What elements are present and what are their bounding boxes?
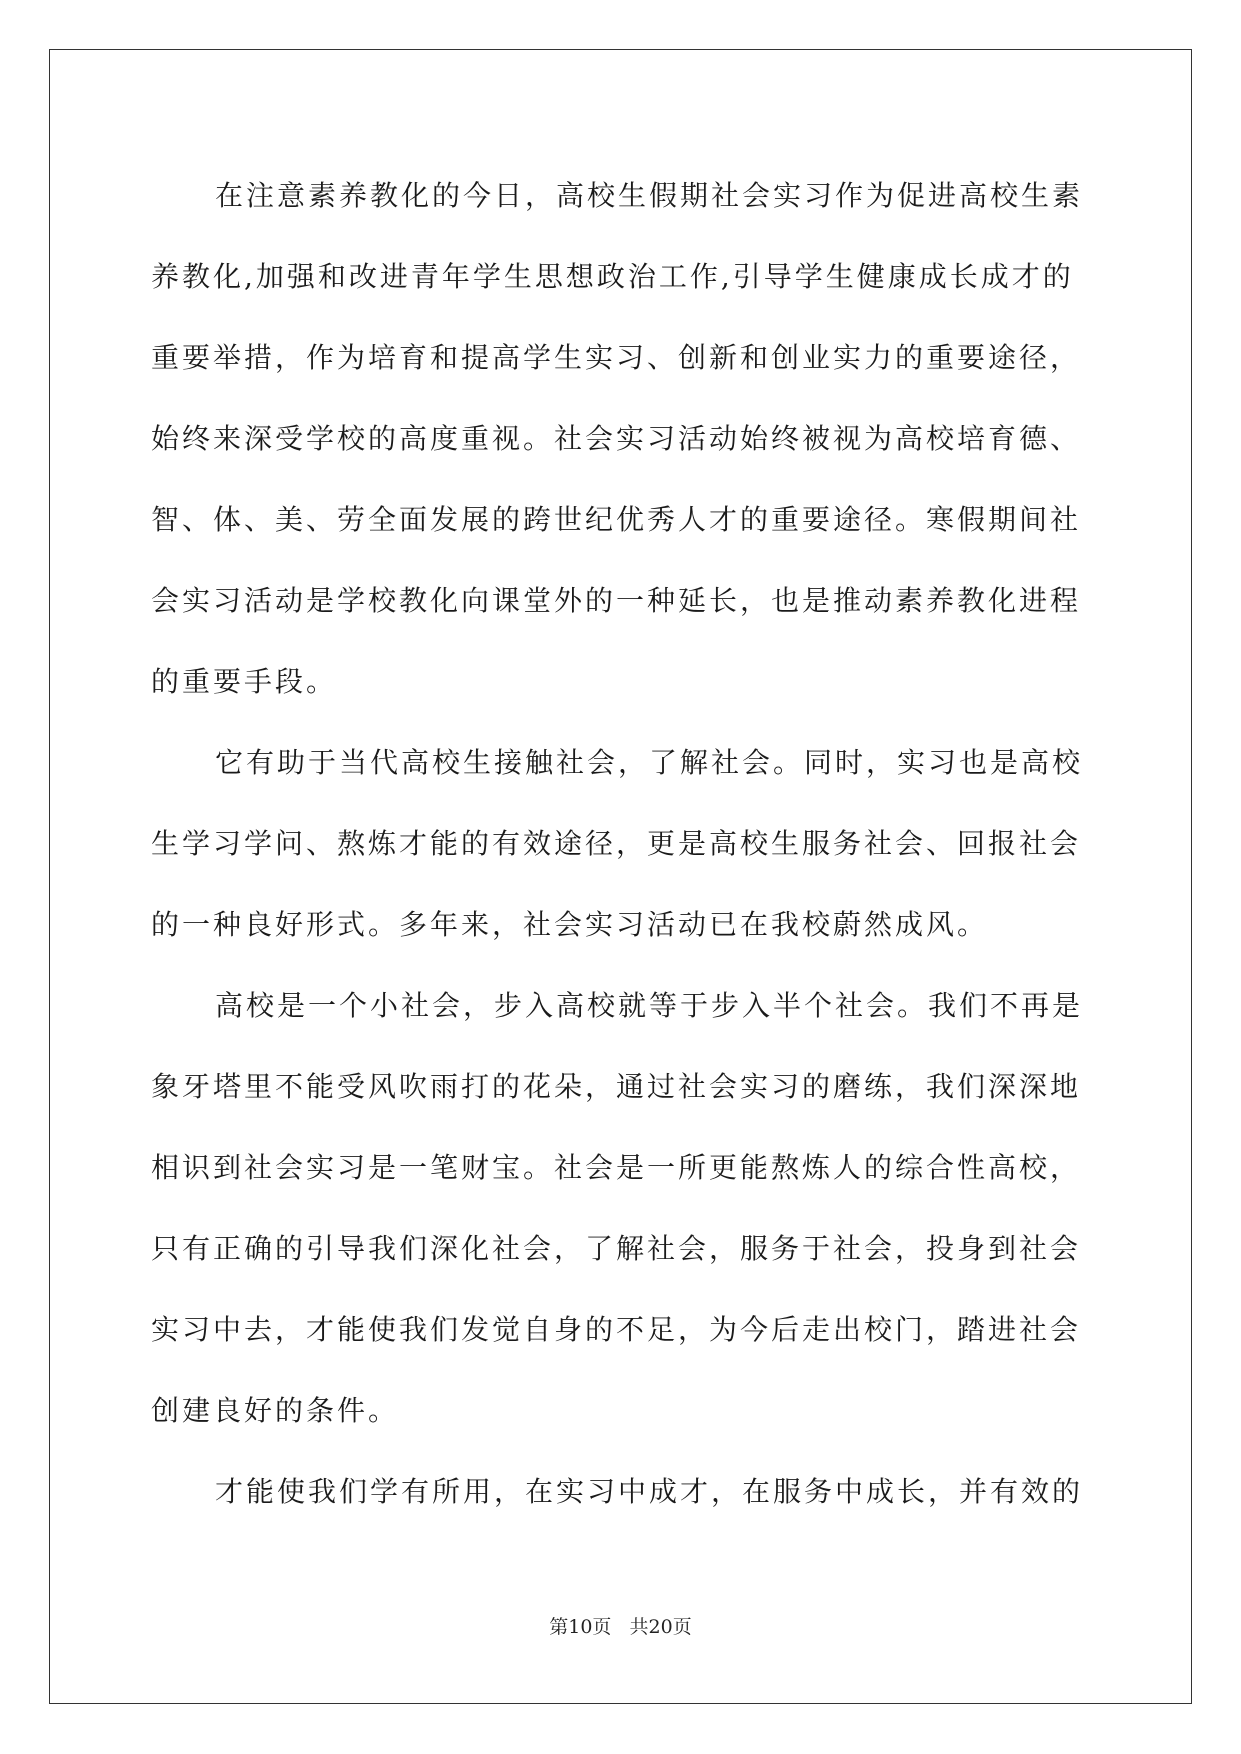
text-line: 始终来深受学校的高度重视。社会实习活动始终被视为高校培育德、 — [151, 422, 1082, 455]
text-line: 相识到社会实习是一笔财宝。社会是一所更能熬炼人的综合性高校， — [151, 1151, 1082, 1184]
text-line: 实习中去，才能使我们发觉自身的不足，为今后走出校门，踏进社会 — [151, 1313, 1082, 1346]
text-line: 重要举措，作为培育和提高学生实习、创新和创业实力的重要途径， — [151, 341, 1082, 374]
text-line: 只有正确的引导我们深化社会，了解社会，服务于社会，投身到社会 — [151, 1232, 1082, 1265]
text-line: 生学习学问、熬炼才能的有效途径，更是高校生服务社会、回报社会 — [151, 827, 1082, 860]
text-line: 它有助于当代高校生接触社会，了解社会。同时，实习也是高校 — [215, 746, 1084, 779]
text-line: 象牙塔里不能受风吹雨打的花朵，通过社会实习的磨练，我们深深地 — [151, 1070, 1082, 1103]
text-line: 的一种良好形式。多年来，社会实习活动已在我校蔚然成风。 — [151, 908, 989, 941]
text-line: 在注意素养教化的今日，高校生假期社会实习作为促进高校生素 — [215, 179, 1084, 212]
text-line: 智、体、美、劳全面发展的跨世纪优秀人才的重要途径。寒假期间社 — [151, 503, 1082, 536]
text-line: 才能使我们学有所用，在实习中成才，在服务中成长，并有效的 — [215, 1475, 1084, 1508]
document-body — [151, 166, 1091, 1543]
text-line: 创建良好的条件。 — [151, 1394, 400, 1427]
text-line: 的重要手段。 — [151, 665, 338, 698]
page-number-footer: 第10页 共20页 — [549, 1616, 692, 1638]
text-line: 养教化,加强和改进青年学生思想政治工作,引导学生健康成长成才的 — [151, 260, 1074, 293]
text-line: 会实习活动是学校教化向课堂外的一种延长，也是推动素养教化进程 — [151, 584, 1082, 617]
text-line: 高校是一个小社会，步入高校就等于步入半个社会。我们不再是 — [215, 989, 1084, 1022]
